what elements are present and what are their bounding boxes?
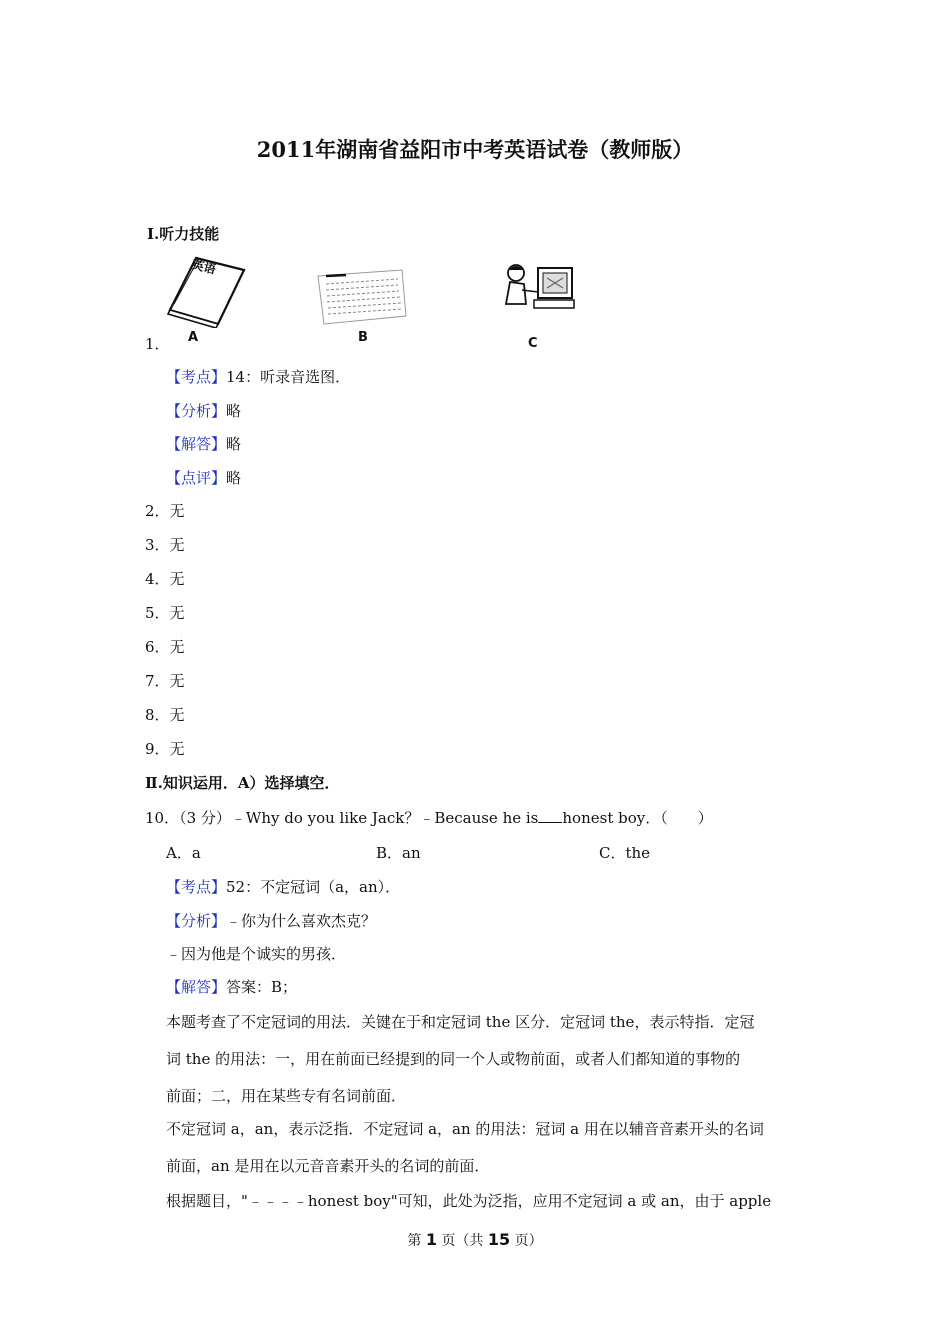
option-b: B．an xyxy=(376,844,421,862)
kaodian-text: 14：听录音选图． xyxy=(226,368,351,386)
q1-jieda xyxy=(166,433,241,454)
page-number: 1 xyxy=(425,1230,437,1249)
option-b-picture xyxy=(316,266,408,350)
option-a: A．a xyxy=(166,844,201,862)
explanation-line: 前面，an 是用在以元音音素开头的名词的前面． xyxy=(166,1157,490,1175)
stem-after: honest boy．（ ） xyxy=(562,809,713,827)
question-item: 6．无 xyxy=(145,638,185,656)
option-b-label: B xyxy=(358,330,368,345)
question-item: 8．无 xyxy=(145,706,185,724)
question-1-number: 1． xyxy=(145,335,170,353)
jieda-tag: 【解答】 xyxy=(166,978,227,996)
question-item: 4．无 xyxy=(145,570,185,588)
section-heading-listening: Ⅰ.听力技能 xyxy=(147,225,220,243)
kaodian-tag: 【考点】 xyxy=(166,878,227,896)
dianping-tag: 【点评】 xyxy=(166,469,227,487)
q1-kaodian xyxy=(166,366,350,387)
q1-fenxi xyxy=(166,400,241,421)
kaodian-tag: 【考点】 xyxy=(166,368,227,386)
question-item: 3．无 xyxy=(145,536,185,554)
book-cover-text: 英语 xyxy=(190,257,218,277)
q10-fenxi xyxy=(166,910,376,931)
question-item: 7．无 xyxy=(145,672,185,690)
fenxi-text: ﹣你为什么喜欢杰克？ xyxy=(226,912,377,930)
page-title: 2011年湖南省益阳市中考英语试卷（教师版） xyxy=(256,137,694,162)
footer-prefix: 第 xyxy=(407,1233,422,1249)
section-heading-knowledge: Ⅱ.知识运用．A）选择填空． xyxy=(145,774,340,792)
dianping-text: 略 xyxy=(226,469,242,487)
explanation-line: 根据题目，"﹣﹣﹣﹣honest boy"可知，此处为泛指，应用不定冠词 a 或 an，由于 apple xyxy=(166,1192,772,1210)
option-c-label: C xyxy=(528,336,538,351)
question-item: 2．无 xyxy=(145,502,185,520)
question-item: 5．无 xyxy=(145,604,185,622)
footer-middle: 页（共 xyxy=(441,1233,484,1249)
option-a-picture xyxy=(166,256,248,346)
jieda-tag: 【解答】 xyxy=(166,435,227,453)
explanation-line: 前面；二，用在某些专有名词前面． xyxy=(166,1087,407,1105)
stem-before: 10．（3 分）﹣Why do you like Jack？﹣Because he is xyxy=(145,809,539,827)
q1-dianping xyxy=(166,467,241,488)
option-c-picture xyxy=(500,262,580,352)
page-total: 15 xyxy=(487,1230,511,1249)
question-item: 9．无 xyxy=(145,740,185,758)
explanation-line: 不定冠词 a，an，表示泛指．不定冠词 a，an 的用法：冠词 a 用在以辅音音素开头的名词 xyxy=(166,1120,764,1138)
option-c: C．the xyxy=(599,844,651,862)
jieda-text: 略 xyxy=(226,435,242,453)
option-a-label: A xyxy=(188,330,199,345)
answer-blank xyxy=(538,810,562,823)
explanation-line: 词 the 的用法：一，用在前面已经提到的同一个人或物前面，或者人们都知道的事物的 xyxy=(166,1050,741,1068)
fenxi-tag: 【分析】 xyxy=(166,912,227,930)
jieda-text: 答案：B； xyxy=(226,978,298,996)
computer-user-icon xyxy=(500,262,580,312)
explanation-line: 本题考查了不定冠词的用法．关键在于和定冠词 the 区分．定冠词 the，表示特指．定冠 xyxy=(166,1013,755,1031)
newspaper-icon xyxy=(316,266,408,328)
q10-jieda xyxy=(166,976,297,997)
footer-suffix: 页） xyxy=(514,1233,543,1249)
fenxi-line-2: ﹣因为他是个诚实的男孩． xyxy=(166,945,347,963)
fenxi-text: 略 xyxy=(226,402,242,420)
q10-kaodian xyxy=(166,876,400,897)
fenxi-tag: 【分析】 xyxy=(166,402,227,420)
page-footer xyxy=(0,1230,950,1250)
question-10-stem xyxy=(145,807,713,828)
kaodian-text: 52：不定冠词（a，an）． xyxy=(226,878,401,896)
